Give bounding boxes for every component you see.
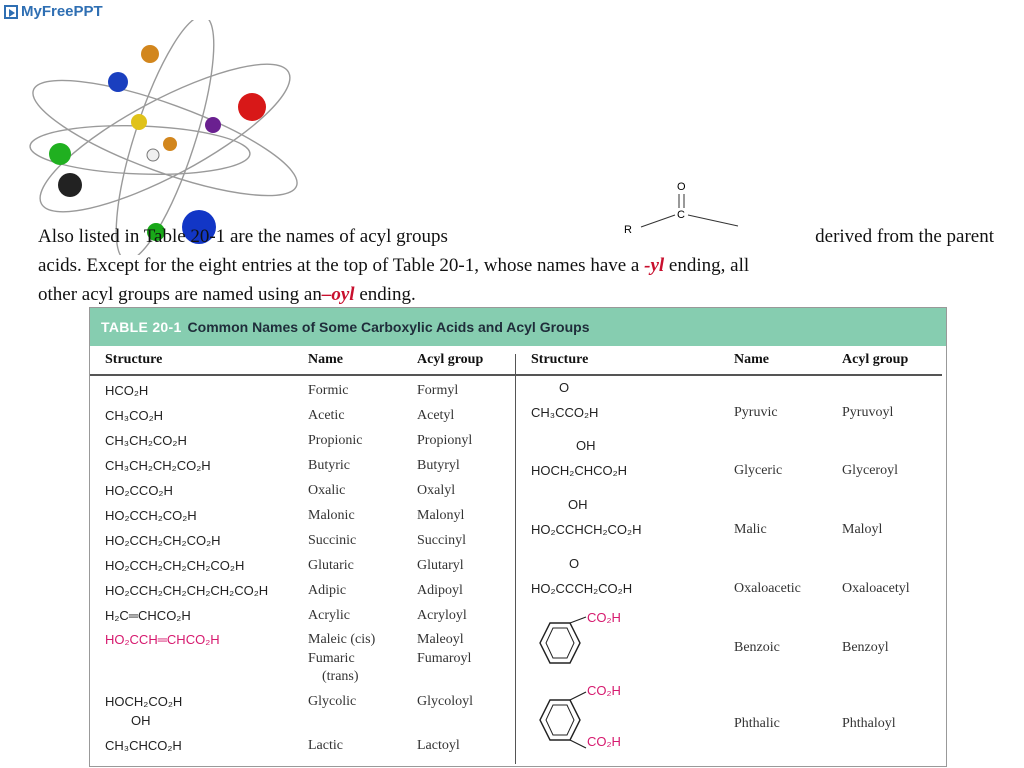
- lactic-oh-label: OH: [131, 713, 151, 728]
- table-row-formula: HO₂CCH═CHCO₂H: [105, 632, 220, 647]
- table-row-acyl: Oxaloacetyl: [842, 581, 910, 596]
- table-row-name: Acrylic: [308, 608, 350, 623]
- header-structure-left: Structure: [105, 352, 163, 367]
- table-row-formula: CH₃CCO₂H: [531, 405, 599, 420]
- table-row-name: Oxaloacetic: [734, 581, 801, 596]
- oxaloacetic-o-label: O: [569, 556, 580, 571]
- atom-illustration: [20, 20, 310, 255]
- header-rule: [90, 374, 942, 376]
- table-row-formula: HO₂CCH₂CO₂H: [105, 508, 197, 523]
- table-row-acyl: Benzoyl: [842, 640, 889, 655]
- intro-line-3: other acyl groups are named using an–oyl ending.: [38, 284, 416, 305]
- table-row-acyl: Butyryl: [417, 458, 460, 473]
- column-divider: [515, 354, 516, 764]
- table-row-acyl: Acetyl: [417, 408, 455, 423]
- yl-suffix: -yl: [644, 255, 665, 276]
- table-row-acyl: Maleoyl: [417, 632, 464, 647]
- carbon-label: C: [677, 209, 685, 221]
- table-row-acyl: Glyceroyl: [842, 463, 898, 478]
- table-row-name: Oxalic: [308, 483, 346, 498]
- table-row-acyl: Glutaryl: [417, 558, 464, 573]
- table-row-name: Pyruvic: [734, 405, 778, 420]
- table-row-acyl: Propionyl: [417, 433, 473, 448]
- r-label: R: [624, 224, 632, 236]
- phthalic-co2h-top: CO₂H: [587, 683, 621, 698]
- header-acyl-right: Acyl group: [842, 352, 909, 367]
- acid-table: [89, 307, 947, 767]
- play-icon: [4, 5, 18, 19]
- table-row-acyl: Malonyl: [417, 508, 465, 523]
- header-structure-right: Structure: [531, 352, 589, 367]
- table-row-formula: CH₃CHCO₂H: [105, 738, 182, 753]
- table-row-acyl: Lactoyl: [417, 738, 460, 753]
- intro-line-2: acids. Except for the eight entries at the top of Table 20-1, whose names have a -yl ending, all: [38, 255, 750, 276]
- table-row-acyl: Glycoloyl: [417, 694, 473, 709]
- brand-name: MyFreePPT: [21, 3, 103, 20]
- table-row-name: Butyric: [308, 458, 350, 473]
- table-row-name: Lactic: [308, 738, 343, 753]
- header-acyl-left: Acyl group: [417, 352, 484, 367]
- table-row-acyl: Succinyl: [417, 533, 466, 548]
- oyl-suffix: –oyl: [321, 284, 355, 305]
- table-row-acyl: Fumaroyl: [417, 651, 472, 666]
- table-row-formula: CH₃CH₂CH₂CO₂H: [105, 458, 211, 473]
- table-row-formula: HO₂CCCH₂CO₂H: [531, 581, 633, 596]
- intro-line-1: Also listed in Table 20-1 are the names of acyl groups derived from the parent: [38, 226, 994, 247]
- table-row-acyl: Formyl: [417, 383, 459, 398]
- table-row-formula: CH₃CO₂H: [105, 408, 164, 423]
- table-row-name: Adipic: [308, 583, 347, 598]
- table-row-name: Phthalic: [734, 716, 780, 731]
- malic-oh-label: OH: [568, 497, 588, 512]
- table-row-formula: HCO₂H: [105, 383, 149, 398]
- table-row-formula: H₂C═CHCO₂H: [105, 608, 191, 623]
- table-row-acyl: Pyruvoyl: [842, 405, 894, 420]
- table-row-name: (trans): [322, 669, 359, 684]
- benzoic-co2h-label: CO₂H: [587, 610, 621, 625]
- glyceric-oh-label: OH: [576, 438, 596, 453]
- table-row-name: Benzoic: [734, 640, 780, 655]
- table-row-formula: HO₂CCH₂CH₂CH₂CO₂H: [105, 558, 245, 573]
- header-name-left: Name: [308, 352, 343, 367]
- table-title: Common Names of Some Carboxylic Acids and Acyl Groups: [187, 319, 590, 335]
- brand-logo: [4, 3, 103, 20]
- table-row-formula: HO₂CCH₂CH₂CH₂CH₂CO₂H: [105, 583, 269, 598]
- table-row-formula: HOCH₂CO₂H: [105, 694, 183, 709]
- oxygen-label: O: [677, 181, 686, 193]
- table-row-formula: CH₃CH₂CO₂H: [105, 433, 187, 448]
- table-row-name: Glyceric: [734, 463, 783, 478]
- table-row-name: Formic: [308, 383, 349, 398]
- table-row-formula: HO₂CCH₂CH₂CO₂H: [105, 533, 221, 548]
- table-row-name: Glutaric: [308, 558, 354, 573]
- table-number: TABLE 20-1: [101, 319, 182, 335]
- header-name-right: Name: [734, 352, 769, 367]
- table-row-acyl: Phthaloyl: [842, 716, 896, 731]
- table-title-bar: [90, 308, 946, 346]
- table-row-acyl: Maloyl: [842, 522, 883, 537]
- table-row-formula: HO₂CCO₂H: [105, 483, 173, 498]
- table-row-name: Succinic: [308, 533, 357, 548]
- table-row-name: Fumaric: [308, 651, 355, 666]
- phthalic-co2h-bottom: CO₂H: [587, 734, 621, 749]
- table-row-name: Acetic: [308, 408, 345, 423]
- table-row-name: Maleic (cis): [308, 632, 376, 647]
- table-row-formula: HO₂CCHCH₂CO₂H: [531, 522, 642, 537]
- table-row-formula: HOCH₂CHCO₂H: [531, 463, 628, 478]
- intro-paragraph: [38, 222, 994, 309]
- table-row-name: Glycolic: [308, 694, 357, 709]
- table-row-name: Propionic: [308, 433, 363, 448]
- table-row-name: Malic: [734, 522, 767, 537]
- table-row-acyl: Acryloyl: [417, 608, 467, 623]
- table-row-name: Malonic: [308, 508, 355, 523]
- table-row-acyl: Oxalyl: [417, 483, 456, 498]
- pyruvic-o-label: O: [559, 380, 570, 395]
- table-row-acyl: Adipoyl: [417, 583, 463, 598]
